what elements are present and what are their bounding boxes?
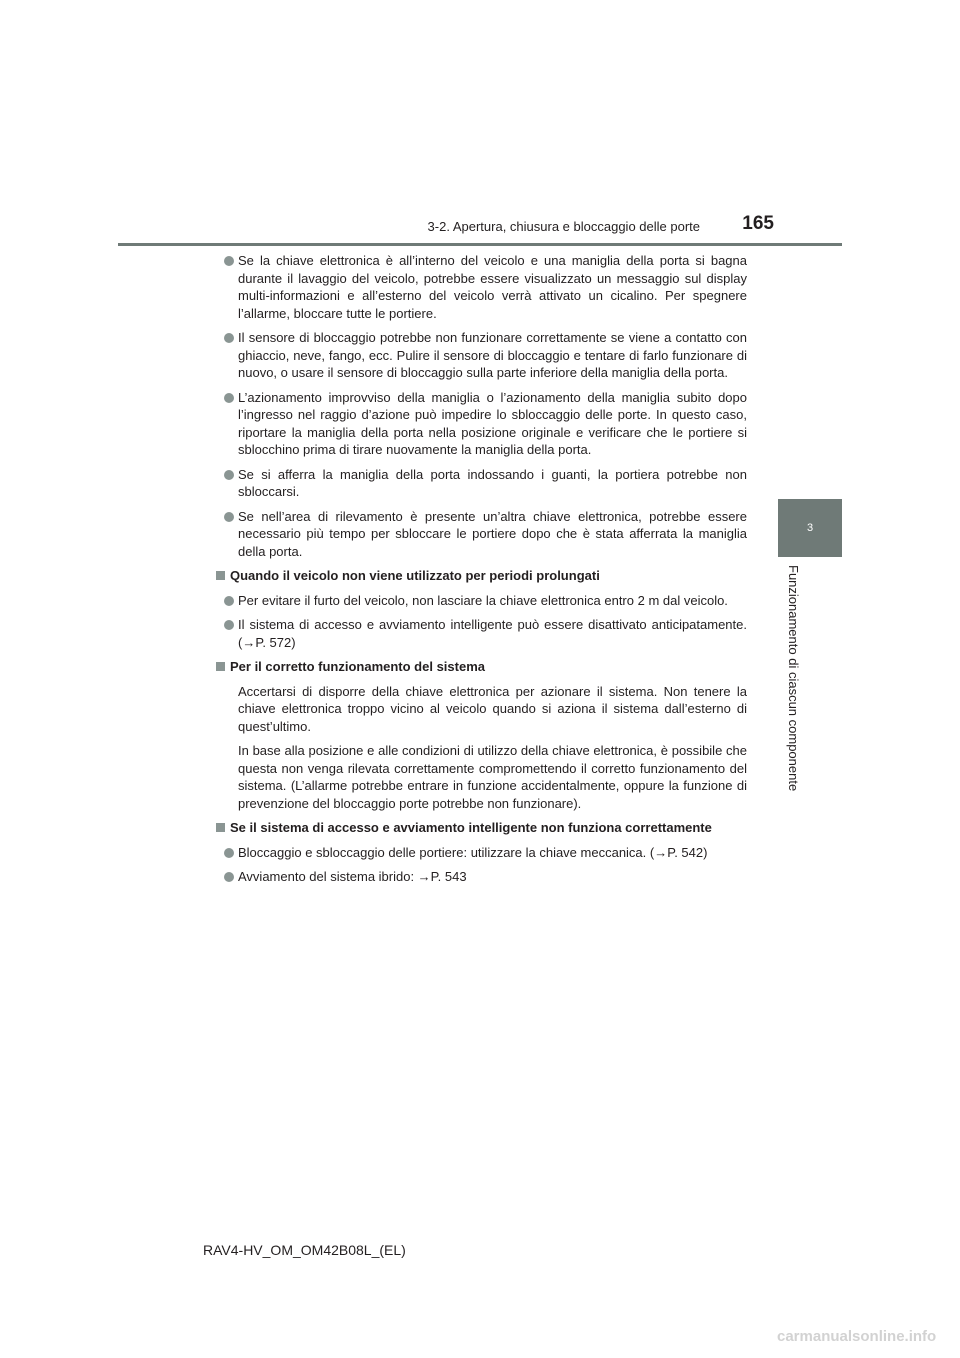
paragraph: In base alla posizione e alle condizioni di utilizzo della chiave elettronica, è possibile che questa non venga rilevata correttamente compromettendo il corretto funzionamento del sistema. (L’allarme potrebbe entrare in funzione accidentalmente, oppure la funzione di prevenzione del bloccaggio porte potrebbe non funzionare).	[238, 743, 747, 811]
list-item	[216, 466, 747, 501]
section-heading-text: Quando il veicolo non viene utilizzato per periodi prolungati	[230, 568, 600, 583]
list-item	[216, 592, 747, 610]
list-item	[216, 329, 747, 382]
list-item-text: Il sensore di bloccaggio potrebbe non funzionare correttamente se viene a contatto con ghiaccio, neve, fango, ecc. Pulire il sensore di bloccaggio e tentare di farlo funzionare di nuovo, o usare il sensore di bloccaggio sulla parte inferiore della maniglia della porta.	[238, 330, 747, 380]
list-item-text: Il sistema di accesso e avviamento intelligente può essere disattivato anticipatamente. (→P. 572)	[238, 617, 747, 650]
section-heading	[216, 567, 747, 585]
list-item	[216, 868, 747, 886]
square-bullet-icon	[216, 662, 225, 671]
list-item-text: Avviamento del sistema ibrido: →P. 543	[238, 869, 467, 884]
bullet-dot-icon	[224, 393, 234, 403]
bullet-dot-icon	[224, 620, 234, 630]
list-item-text: Se si afferra la maniglia della porta indossando i guanti, la portiera potrebbe non sbloccarsi.	[238, 466, 747, 499]
square-bullet-icon	[216, 571, 225, 580]
document-code: RAV4-HV_OM_OM42B08L_(EL)	[203, 1242, 406, 1258]
list-item	[216, 844, 747, 862]
list-item-text: Bloccaggio e sbloccaggio delle portiere: utilizzare la chiave meccanica. (→P. 542)	[238, 844, 708, 860]
header-section-title: 3-2. Apertura, chiusura e bloccaggio delle porte	[427, 219, 700, 234]
section-heading	[216, 658, 747, 676]
list-item	[216, 508, 747, 561]
bullet-dot-icon	[224, 848, 234, 858]
square-bullet-icon	[216, 823, 225, 832]
bullet-dot-icon	[224, 512, 234, 522]
page-number: 165	[742, 213, 774, 234]
list-item-text: Se la chiave elettronica è all’interno del veicolo e una maniglia della porta si bagna durante il lavaggio del veicolo, potrebbe essere visualizzato un messaggio sul display multi-informazioni e all’esterno del veicolo verrà attivato un cicalino. Per spegnere l’allarme, bloccare tutte le portiere.	[238, 253, 747, 321]
section-heading-text: Per il corretto funzionamento del sistema	[230, 659, 485, 674]
bullet-dot-icon	[224, 596, 234, 606]
list-item	[216, 389, 747, 459]
header-divider	[118, 243, 842, 246]
bullet-dot-icon	[224, 470, 234, 480]
list-item-text: Se nell’area di rilevamento è presente un’altra chiave elettronica, potrebbe essere necessario più tempo per sbloccare le portiere dopo che è stata afferrata la maniglia della porta.	[238, 508, 747, 559]
list-item-text: Per evitare il furto del veicolo, non lasciare la chiave elettronica entro 2 m dal veicolo.	[238, 592, 728, 608]
bullet-dot-icon	[224, 256, 234, 266]
bullet-dot-icon	[224, 872, 234, 882]
list-item-text: L’azionamento improvviso della maniglia o l’azionamento della maniglia subito dopo l’ingresso nel raggio d’azione può impedire lo sbloccaggio delle porte. In questo caso, riportare la maniglia della porta nella posizione originale e verificare che le portiere si sblocchino prima di tirare nuovamente la maniglia della porta.	[238, 389, 747, 457]
paragraph: Accertarsi di disporre della chiave elettronica per azionare il sistema. Non tenere la chiave elettronica troppo vicino al veicolo quando si aziona il sistema dall’esterno di quest’ultimo.	[238, 683, 747, 734]
main-content	[216, 252, 747, 893]
chapter-title: Funzionamento di ciascun componente	[786, 565, 801, 792]
chapter-number: 3	[806, 522, 814, 534]
bullet-dot-icon	[224, 333, 234, 343]
list-item	[216, 252, 747, 322]
watermark: carmanualsonline.info	[777, 1328, 937, 1345]
list-item	[216, 616, 747, 651]
chapter-tab	[778, 499, 842, 557]
section-heading	[216, 819, 747, 837]
section-heading-text: Se il sistema di accesso e avviamento intelligente non funziona correttamente	[230, 820, 712, 835]
